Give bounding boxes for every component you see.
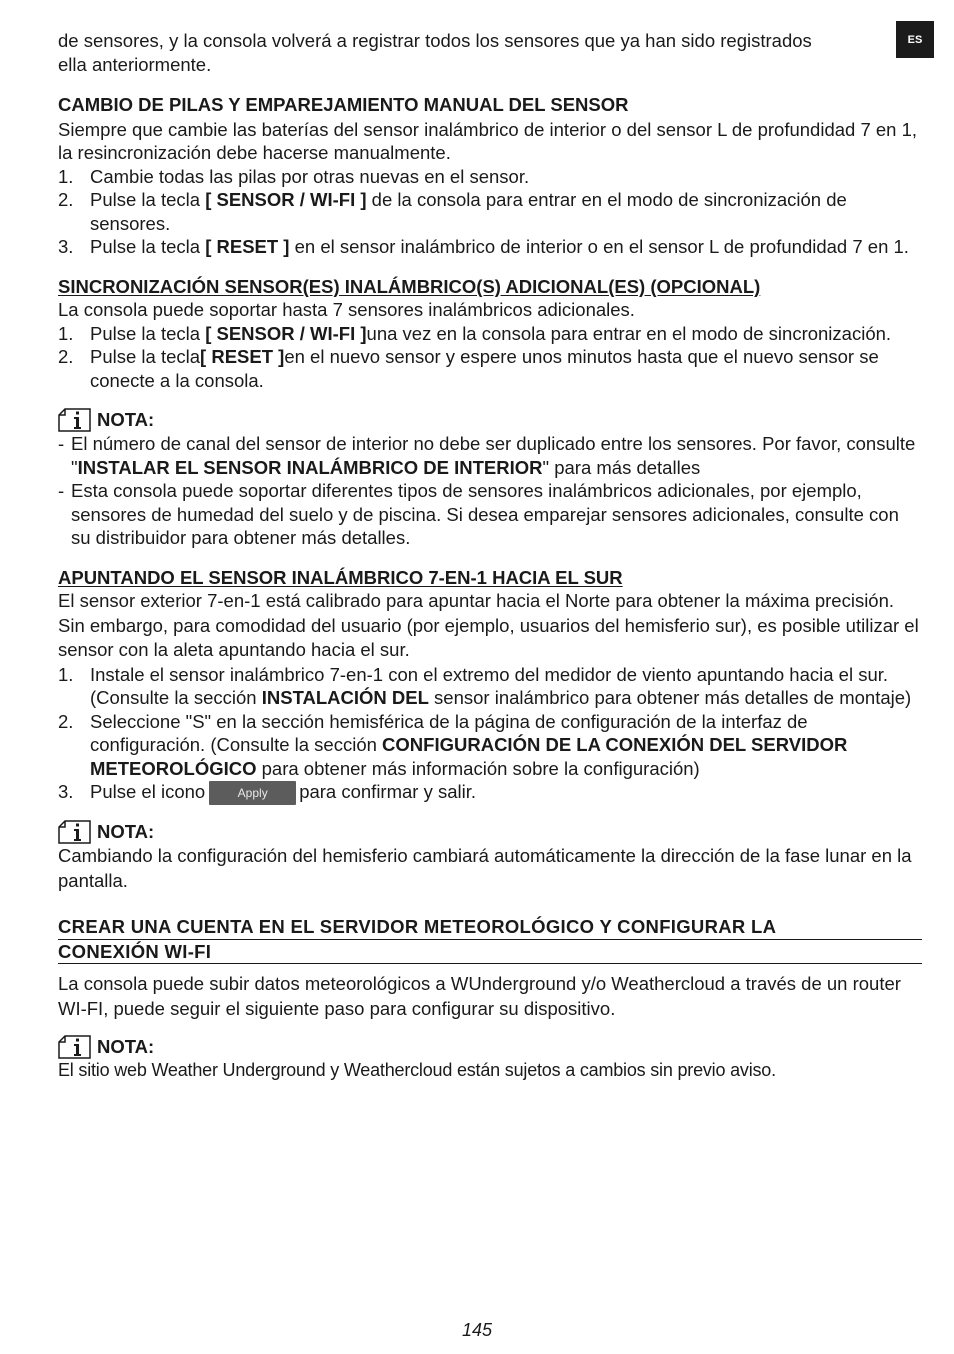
list-item: 2. Seleccione "S" en la sección hemisférica de la página de configuración de la interfaz de configuración. (Consulte la sección CONFIGURACIÓN DE LA CONEXIÓN DEL SERVIDOR METEOROLÓGICO para obtener más información sobre la configuración)	[58, 710, 848, 779]
info-icon	[58, 408, 91, 432]
list-item: 1. Cambie todas las pilas por otras nuevas en el sensor.	[58, 165, 530, 187]
note3-text: El sitio web Weather Underground y Weathercloud están sujetos a cambios sin previo aviso.	[58, 1060, 776, 1081]
document-body	[58, 29, 922, 1083]
section3-paragraph: El sensor exterior 7-en-1 está calibrado para apuntar hacia el Norte para obtener la máxima precisión. Sin embargo, para comodidad del usuario (por ejemplo, usuarios del hemisferio sur), es posible utilizar el sensor con la aleta apuntando hacia el sur.	[58, 590, 919, 660]
list-item: 3. Pulse la tecla [ RESET ] en el sensor inalámbrico de interior o en el sensor L de profundidad 7 en 1.	[58, 236, 909, 257]
note-item: - El número de canal del sensor de interior no debe ser duplicado entre los sensores. Por favor, consulte "INSTALAR EL SENSOR INALÁMBRICO DE INTERIOR" para más detalles	[58, 433, 916, 478]
section1-title: CAMBIO DE PILAS Y EMPAREJAMIENTO MANUAL DEL SENSOR	[58, 94, 629, 115]
section3-title: APUNTANDO EL SENSOR INALÁMBRICO 7-EN-1 HACIA EL SUR	[58, 566, 623, 588]
section2-list	[58, 322, 922, 393]
note-item: - Esta consola puede soportar diferentes tipos de sensores inalámbricos adicionales, por ejemplo, sensores de humedad del suelo y de piscina. Si desea emparejar sensores adicionales, consulte con su distribuidor para obtener más detalles.	[58, 480, 899, 548]
info-icon	[58, 820, 91, 844]
note-heading: NOTA:	[58, 1035, 922, 1059]
list-item: 1. Pulse la tecla [ SENSOR / WI-FI ]una vez en la consola para entrar en el modo de sincronización.	[58, 322, 892, 344]
intro-paragraph: de sensores, y la consola volverá a registrar todos los sensores que ya han sido registrados ella anteriormente.	[58, 30, 812, 75]
note2-text: Cambiando la configuración del hemisferio cambiará automáticamente la dirección de la fase lunar en la pantalla.	[58, 845, 912, 891]
language-tab: ES	[896, 21, 934, 58]
note-heading: NOTA:	[58, 408, 922, 432]
note-heading: NOTA:	[58, 820, 922, 844]
info-icon	[58, 1035, 91, 1059]
list-item: 1. Instale el sensor inalámbrico 7-en-1 con el extremo del medidor de viento apuntando hacia el sur. (Consulte la sección INSTALACIÓN DEL sensor inalámbrico para obtener más detalles de montaje)	[58, 663, 912, 708]
section4-paragraph: La consola puede subir datos meteorológicos a WUnderground y/o Weathercloud a través de un router WI-FI, puede seguir el siguiente paso para configurar su dispositivo.	[58, 973, 901, 1020]
section2-paragraph: La consola puede soportar hasta 7 sensores inalámbricos adicionales.	[58, 299, 635, 320]
section2-title: SINCRONIZACIÓN SENSOR(ES) INALÁMBRICO(S) ADICIONAL(ES) (OPCIONAL)	[58, 275, 761, 297]
section3-list	[58, 663, 922, 806]
section1-paragraph: Siempre que cambie las baterías del sensor inalámbrico de interior o del sensor L de profundidad 7 en 1, la resincronización debe hacerse manualmente.	[58, 118, 918, 163]
section4-title: CREAR UNA CUENTA EN EL SERVIDOR METEOROLÓGICO Y CONFIGURAR LA CONEXIÓN WI-FI	[58, 915, 922, 964]
list-item: 3. Pulse el icono Apply para confirmar y salir.	[58, 780, 922, 805]
list-item: 2. Pulse la tecla[ RESET ]en el nuevo sensor y espere unos minutos hasta que el nuevo sensor se conecte a la consola.	[58, 346, 879, 391]
list-item: 2. Pulse la tecla [ SENSOR / WI-FI ] de la consola para entrar en el modo de sincronización de sensores.	[58, 189, 847, 234]
apply-button[interactable]: Apply	[209, 781, 296, 805]
page-number: 145	[461, 1320, 493, 1340]
section1-list	[58, 165, 922, 259]
